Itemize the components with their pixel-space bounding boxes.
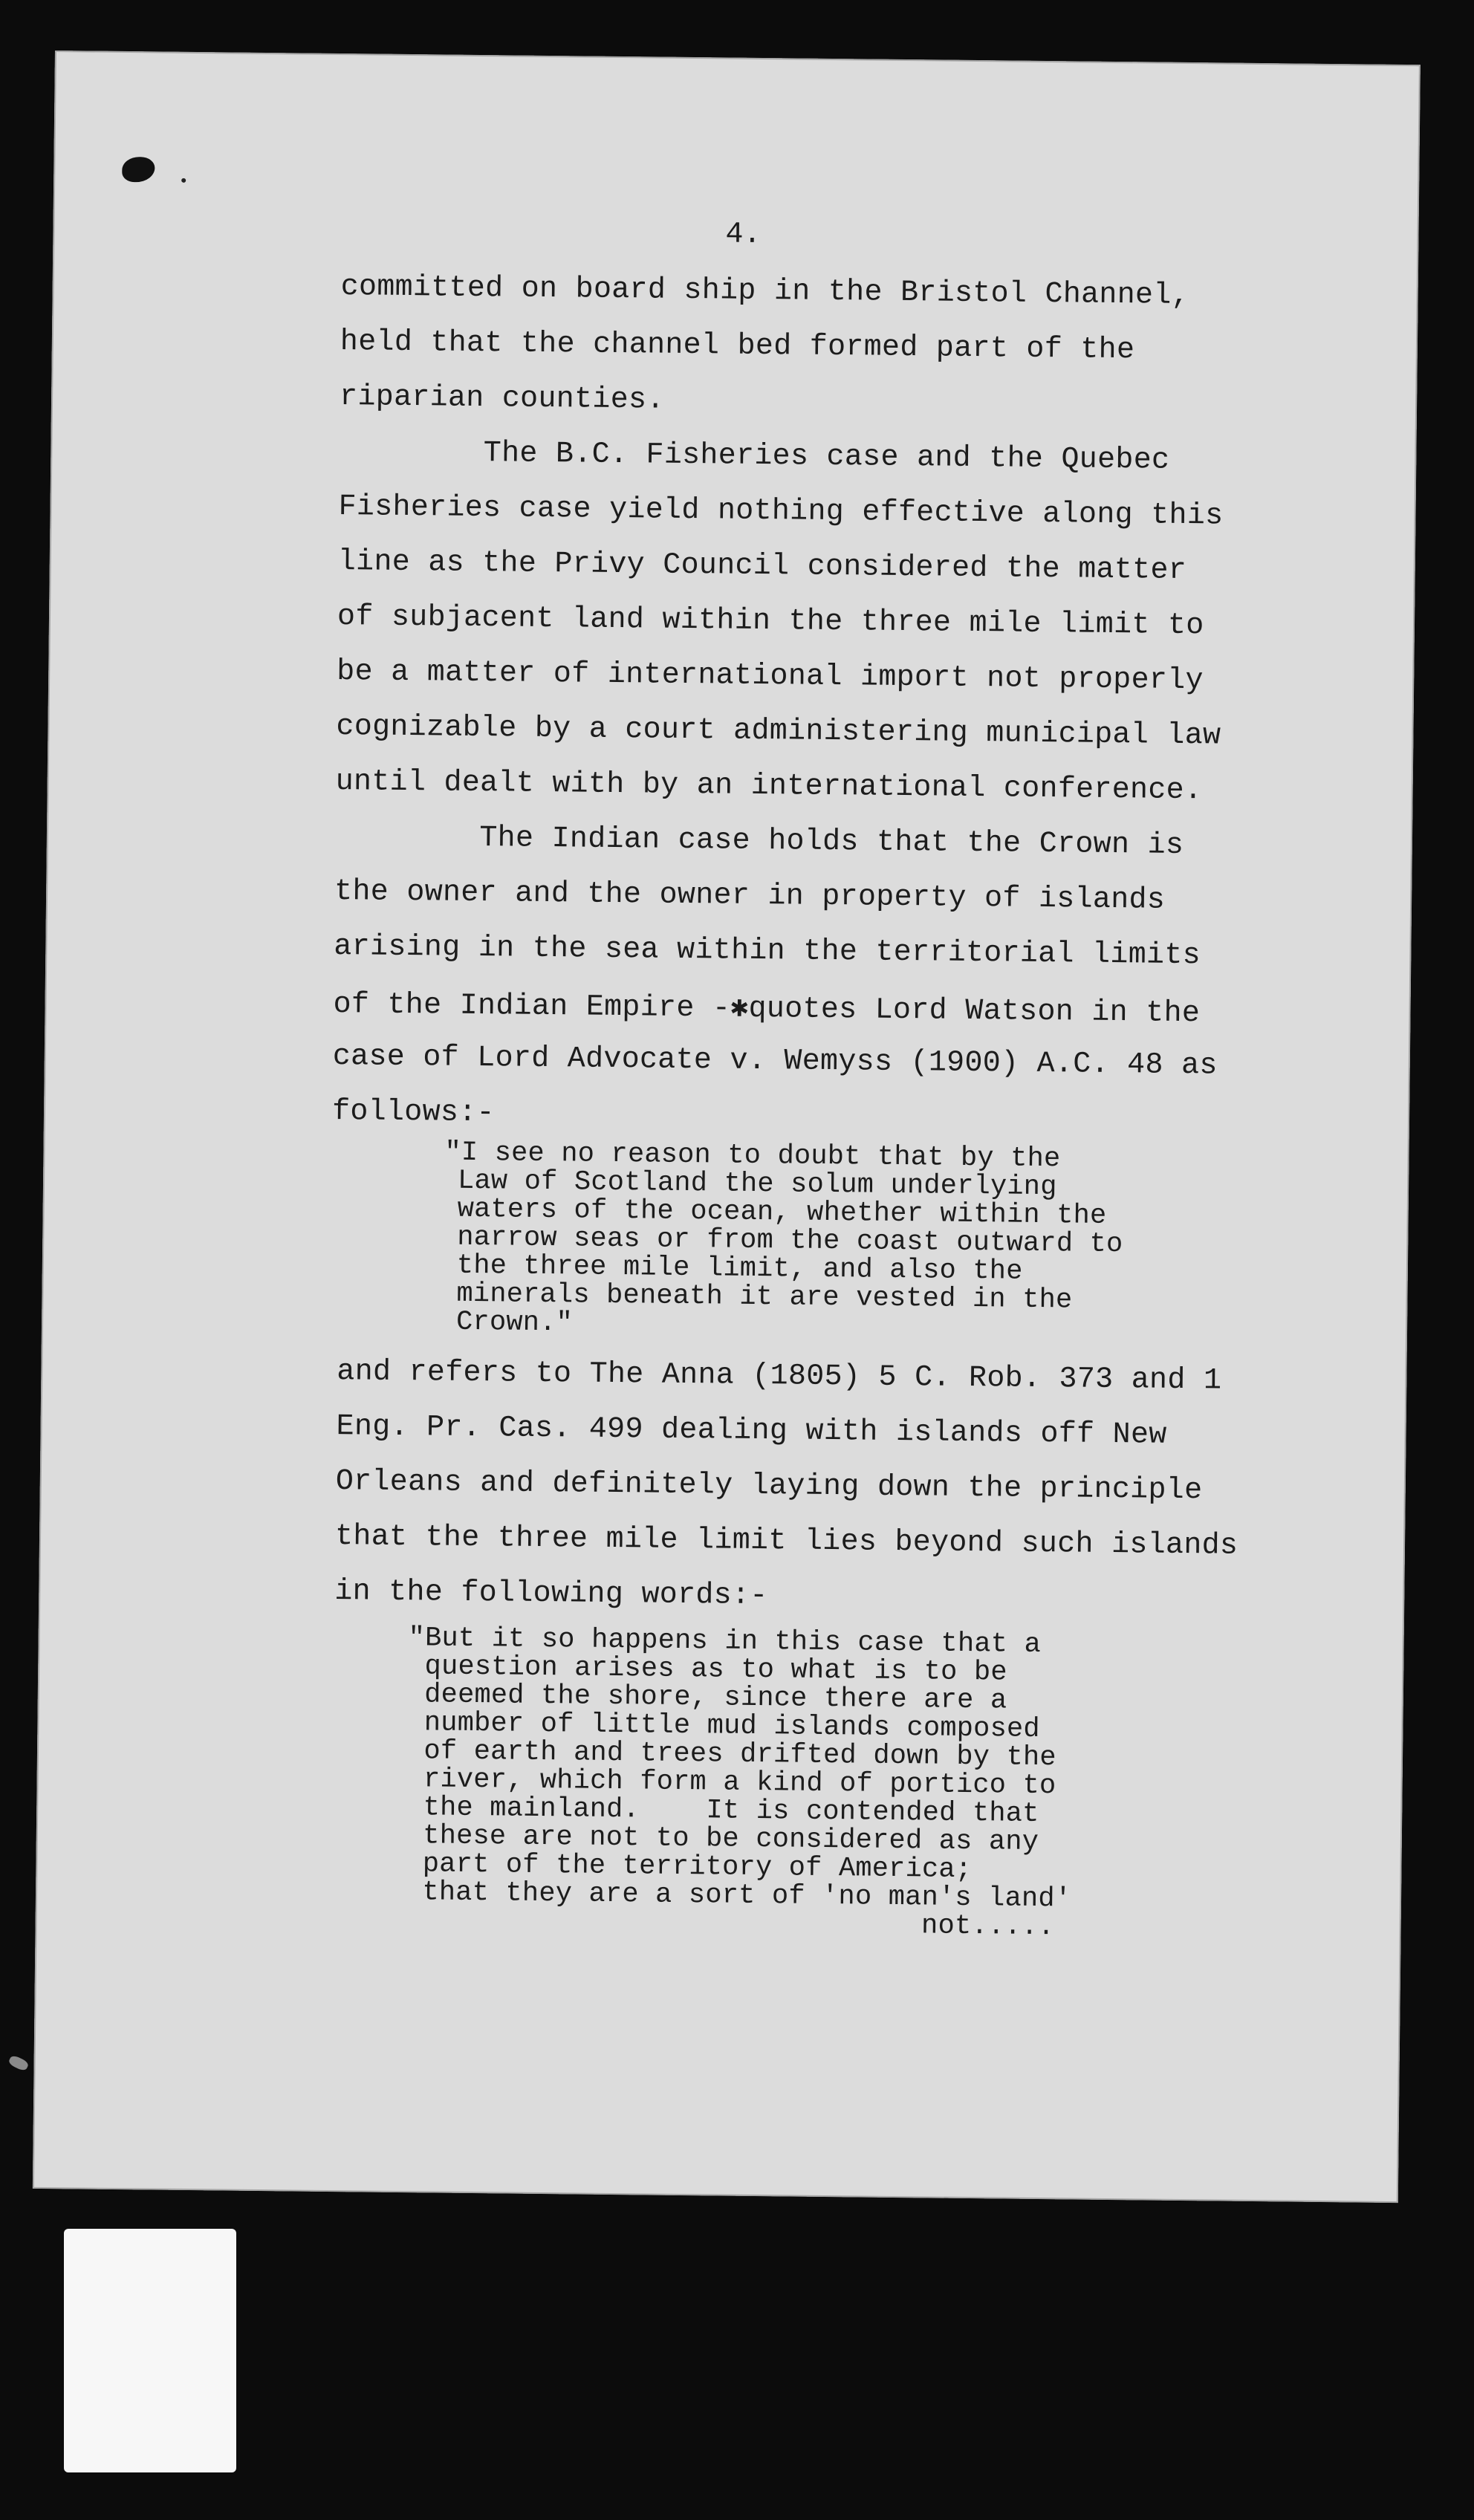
quote-line: that they are a sort of 'no man's land' xyxy=(405,1877,1072,1915)
body-line: that the three mile limit lies beyond such islands xyxy=(334,1520,1238,1563)
ink-speck xyxy=(181,178,186,183)
body-line: The Indian case holds that the Crown is xyxy=(334,820,1184,863)
body-line: until dealt with by an international conference. xyxy=(335,765,1203,808)
quote-line: the mainland. It is contended that xyxy=(406,1792,1039,1830)
body-line: Fisheries case yield nothing effective along this xyxy=(338,490,1224,533)
body-line: Orleans and definitely laying down the principle xyxy=(335,1465,1203,1508)
quote-line: these are not to be considered as any xyxy=(406,1820,1039,1858)
quote-line: of earth and trees drifted down by the xyxy=(406,1735,1056,1774)
quote-line: Law of Scotland the solum underlying xyxy=(457,1165,1057,1204)
quote-line: river, which form a kind of portico to xyxy=(406,1764,1056,1802)
quote-line: deemed the shore, since there are a xyxy=(407,1679,1007,1717)
body-line: in the following words:- xyxy=(334,1575,768,1614)
edge-speck xyxy=(7,2054,29,2072)
quote-line: "I see no reason to doubt that by the xyxy=(444,1137,1061,1175)
quote-line: waters of the ocean, whether within the xyxy=(457,1193,1107,1232)
body-line: held that the channel bed formed part of the xyxy=(340,325,1135,368)
body-line: Eng. Pr. Cas. 499 dealing with islands off New xyxy=(336,1410,1167,1452)
quote-line: the three mile limit, and also the xyxy=(456,1250,1023,1287)
body-line: line as the Privy Council considered the matter xyxy=(337,545,1187,588)
body-line: of the Indian Empire -✱quotes Lord Watson in the xyxy=(333,987,1201,1031)
body-line: committed on board ship in the Bristol Channel, xyxy=(340,270,1190,314)
quote-line: Crown." xyxy=(455,1306,574,1339)
body-line: follows:- xyxy=(331,1094,496,1131)
body-line: of subjacent land within the three mile limit to xyxy=(337,600,1204,643)
quote-line: not..... xyxy=(405,1905,1055,1943)
white-tab xyxy=(64,2229,236,2472)
quote-line: number of little mud islands composed xyxy=(407,1707,1040,1746)
body-line: cognizable by a court administering municipal law xyxy=(336,710,1221,753)
body-line: and refers to The Anna (1805) 5 C. Rob. 373 and 1 xyxy=(337,1355,1222,1398)
body-line: case of Lord Advocate v. Wemyss (1900) A.C. 48 as xyxy=(332,1039,1218,1083)
quote-line: "But it so happens in this case that a xyxy=(408,1623,1042,1661)
page-number: 4. xyxy=(725,218,762,252)
quote-line: narrow seas or from the coast outward to xyxy=(457,1221,1123,1261)
ink-blot xyxy=(122,157,155,182)
body-line: The B.C. Fisheries case and the Quebec xyxy=(339,435,1170,478)
document-page xyxy=(33,51,1421,2203)
quote-line: minerals beneath it are vested in the xyxy=(456,1278,1073,1316)
quote-line: question arises as to what is to be xyxy=(408,1651,1007,1689)
body-line: riparian counties. xyxy=(339,380,665,418)
body-line: arising in the sea within the territorial limits xyxy=(334,929,1201,973)
body-line: be a matter of international import not properly xyxy=(337,655,1204,698)
quote-line: part of the territory of America; xyxy=(406,1848,973,1886)
body-line: the owner and the owner in property of islands xyxy=(334,875,1166,918)
